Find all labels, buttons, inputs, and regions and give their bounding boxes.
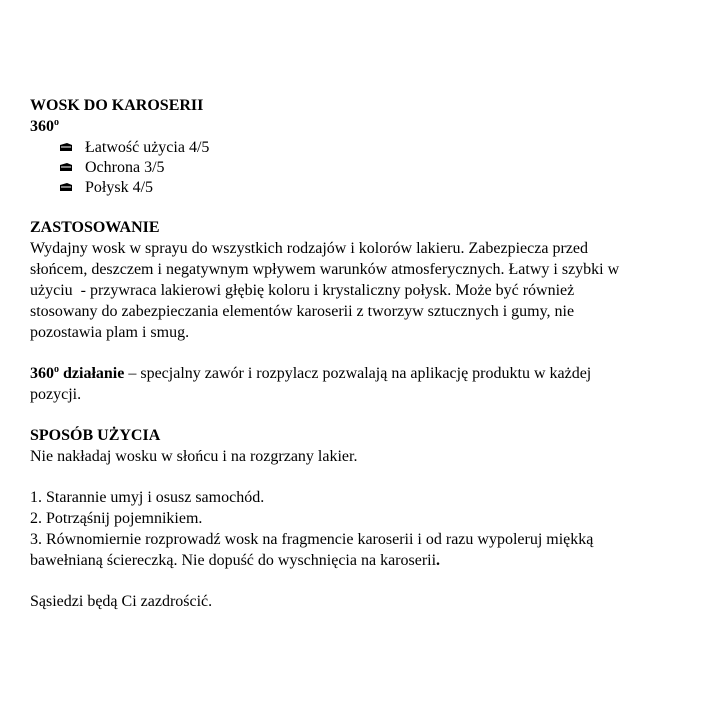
feature-label: Połysk 4/5 xyxy=(85,178,154,196)
application-heading: ZASTOSOWANIE xyxy=(30,219,160,236)
usage-intro: Nie nakładaj wosku w słońcu i na rozgrzany lakier. xyxy=(30,448,358,465)
list-item xyxy=(60,157,700,177)
feature-label: Łatwość użycia 4/5 xyxy=(85,138,210,156)
closing-line: Sąsiedzi będą Ci zazdrościć. xyxy=(30,593,213,610)
usage-step-3-text: bawełnianą ściereczką. Nie dopuść do wyschnięcia na karoserii xyxy=(30,552,437,569)
usage-step-3-line2 xyxy=(30,550,700,571)
application-line: słońcem, deszczem i negatywnym wpływem warunków atmosferycznych. Łatwy i szybki w xyxy=(30,261,620,278)
usage-step-2: 2. Potrząśnij pojemnikiem. xyxy=(30,510,203,527)
action-360-text: – specjalny zawór i rozpylacz pozwalają na aplikację produktu w każdej xyxy=(124,365,592,382)
subtitle-number: 360 xyxy=(30,118,54,135)
action-360-word: działanie xyxy=(59,365,125,382)
feature-label: Ochrona 3/5 xyxy=(85,158,165,176)
action-360-paragraph xyxy=(30,363,700,384)
usage-heading: SPOSÓB UŻYCIA xyxy=(30,427,161,444)
application-line: Wydajny wosk w sprayu do wszystkich rodzajów i kolorów lakieru. Zabezpiecza przed xyxy=(30,240,588,257)
checkbox-bullet-icon xyxy=(60,183,72,191)
usage-step-3-line1: 3. Równomiernie rozprowadź wosk na fragmencie karoserii i od razu wypoleruj miękką xyxy=(30,531,594,548)
application-line: stosowany do zabezpieczania elementów karoserii z tworzyw sztucznych i gumy, nie xyxy=(30,303,575,320)
checkbox-bullet-icon xyxy=(60,163,72,171)
action-360-number: 360 xyxy=(30,365,54,382)
application-line: pozostawia plam i smug. xyxy=(30,324,190,341)
usage-step-1: 1. Starannie umyj i osusz samochód. xyxy=(30,489,265,506)
list-item xyxy=(60,177,700,197)
subtitle-degree: o xyxy=(54,117,59,128)
action-360-line2: pozycji. xyxy=(30,386,82,403)
usage-step-3-end: . xyxy=(436,552,441,569)
product-title: WOSK DO KAROSERII xyxy=(30,97,204,114)
application-paragraph xyxy=(30,238,700,343)
action-360-degree: o xyxy=(54,364,59,375)
document xyxy=(30,95,700,612)
feature-list xyxy=(30,137,700,197)
product-subtitle xyxy=(30,116,700,137)
application-line: użyciu - przywraca lakierowi głębię koloru i krystaliczny połysk. Może być również xyxy=(30,282,575,299)
list-item xyxy=(60,137,700,157)
checkbox-bullet-icon xyxy=(60,143,72,151)
